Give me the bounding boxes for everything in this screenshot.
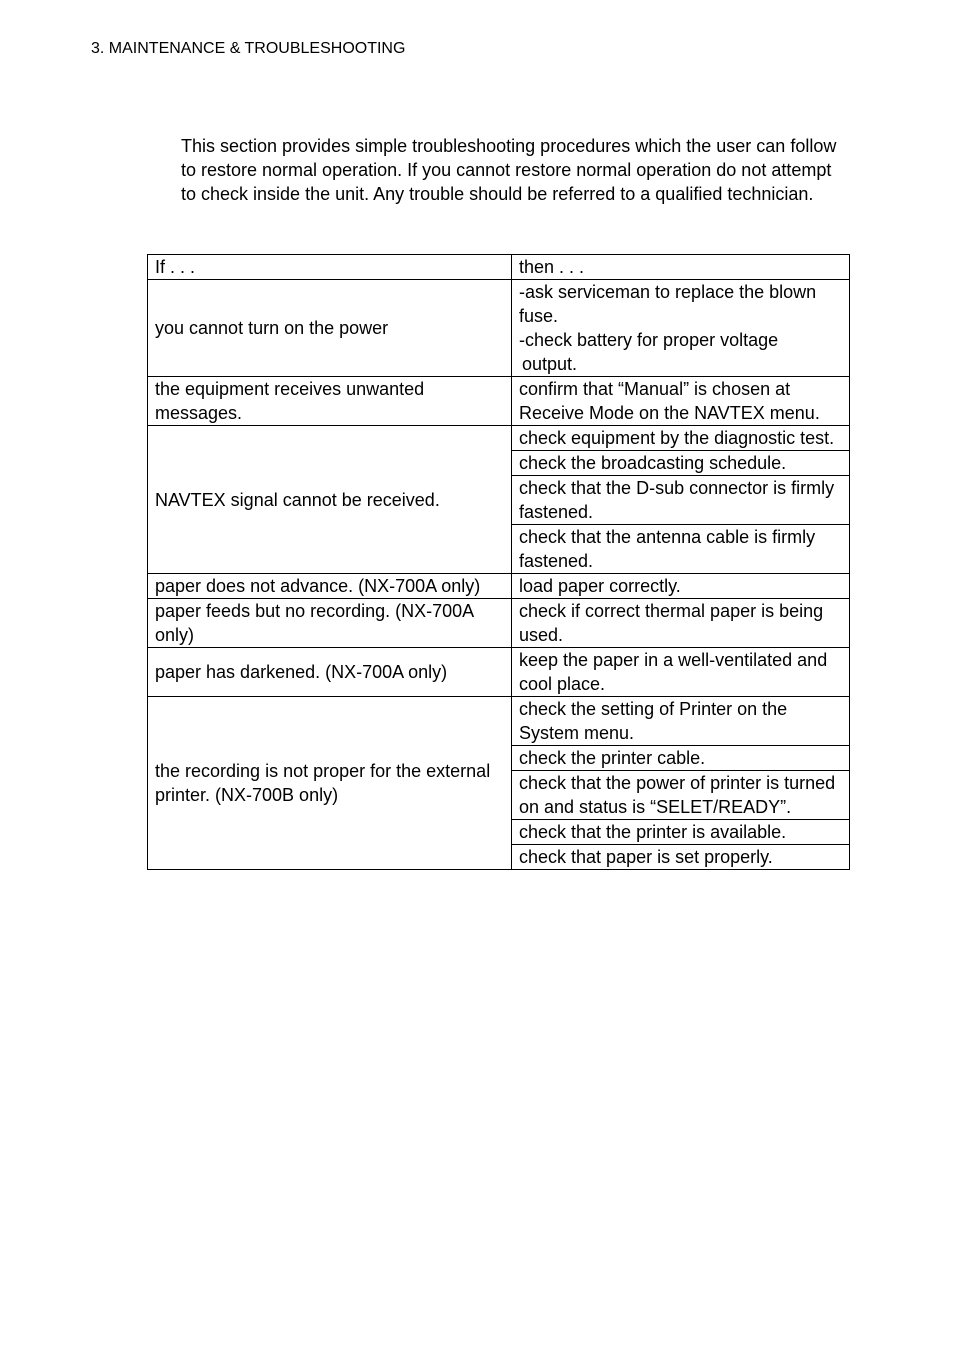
remedy-cell: check that the printer is available. bbox=[512, 820, 850, 845]
remedy-cell: check that paper is set properly. bbox=[512, 845, 850, 870]
remedy-cell: check the printer cable. bbox=[512, 746, 850, 771]
table-row bbox=[148, 377, 850, 426]
troubleshooting-table bbox=[147, 254, 850, 870]
table-row bbox=[148, 697, 850, 746]
table-row bbox=[148, 648, 850, 697]
remedy-cell: keep the paper in a well-ventilated and cool place. bbox=[512, 648, 850, 697]
condition-cell: NAVTEX signal cannot be received. bbox=[148, 426, 512, 574]
condition-cell: paper does not advance. (NX-700A only) bbox=[148, 574, 512, 599]
section-header: 3. MAINTENANCE & TROUBLESHOOTING bbox=[91, 40, 406, 57]
remedy-line: output. bbox=[522, 354, 578, 374]
condition-cell: paper has darkened. (NX-700A only) bbox=[148, 648, 512, 697]
remedy-cell: check the broadcasting schedule. bbox=[512, 451, 850, 476]
table-row bbox=[148, 426, 850, 451]
remedy-cell: check that the power of printer is turned on and status is “SELET/READY”. bbox=[512, 771, 850, 820]
remedy-cell: load paper correctly. bbox=[512, 574, 850, 599]
remedy-line: -ask serviceman to replace the blown fuse. bbox=[519, 282, 817, 326]
remedy-cell: confirm that “Manual” is chosen at Receive Mode on the NAVTEX menu. bbox=[512, 377, 850, 426]
remedy-cell: check if correct thermal paper is being used. bbox=[512, 599, 850, 648]
condition-cell: the recording is not proper for the external printer. (NX-700B only) bbox=[148, 697, 512, 870]
table-row bbox=[148, 574, 850, 599]
table-header-row bbox=[148, 255, 850, 280]
condition-cell: you cannot turn on the power bbox=[148, 280, 512, 377]
table-row bbox=[148, 280, 850, 377]
column-header-if: If . . . bbox=[148, 255, 512, 280]
condition-cell: the equipment receives unwanted messages. bbox=[148, 377, 512, 426]
remedy-cell bbox=[512, 280, 850, 377]
intro-paragraph: This section provides simple troubleshooting procedures which the user can follow to restore normal operation. If you cannot restore normal operation do not attempt to check inside the unit. Any trouble should be referred to a qualified technician. bbox=[181, 136, 837, 204]
column-header-then: then . . . bbox=[512, 255, 850, 280]
remedy-line: -check battery for proper voltage bbox=[519, 330, 779, 350]
remedy-cell: check that the antenna cable is firmly fastened. bbox=[512, 525, 850, 574]
remedy-cell: check the setting of Printer on the System menu. bbox=[512, 697, 850, 746]
remedy-cell: check that the D-sub connector is firmly fastened. bbox=[512, 476, 850, 525]
table-row bbox=[148, 599, 850, 648]
remedy-cell: check equipment by the diagnostic test. bbox=[512, 426, 850, 451]
condition-cell: paper feeds but no recording. (NX-700A only) bbox=[148, 599, 512, 648]
